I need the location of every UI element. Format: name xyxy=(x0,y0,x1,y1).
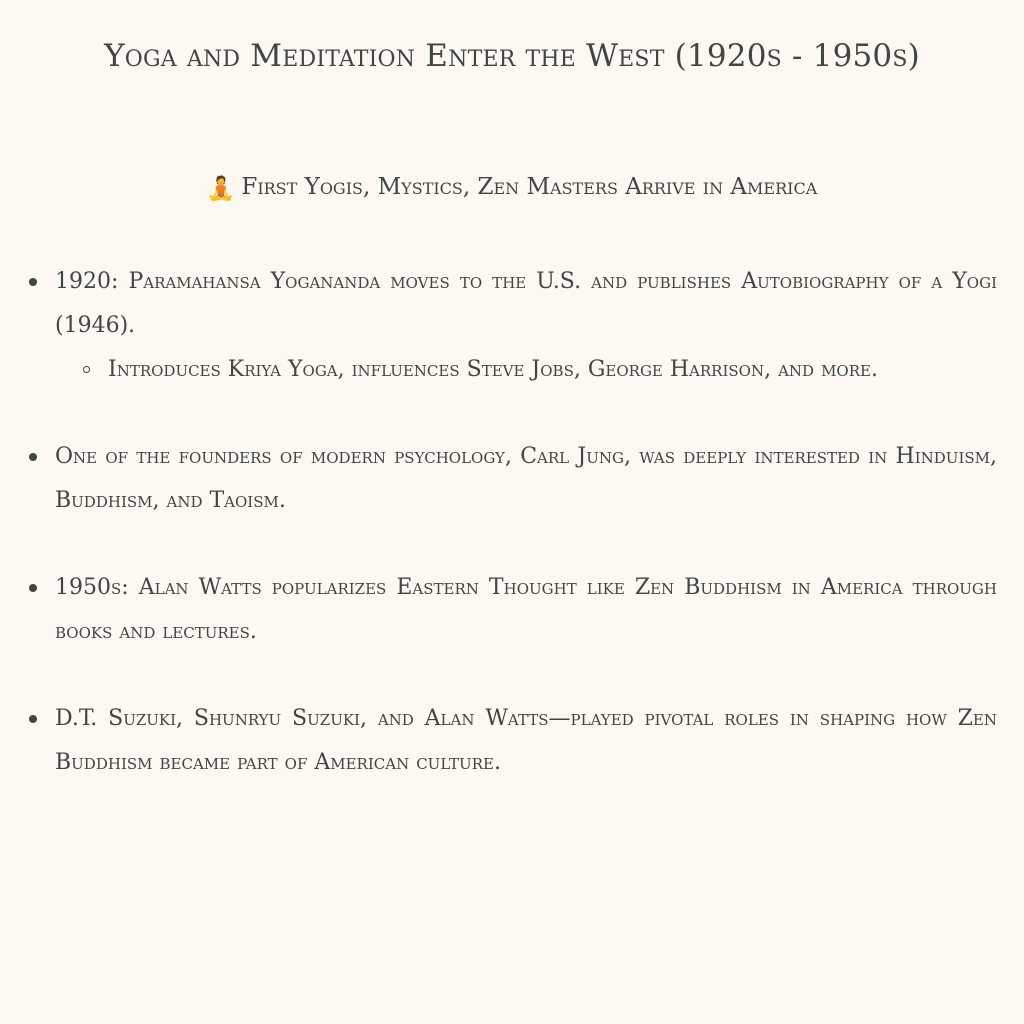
list-item-yogananda xyxy=(0,260,1024,392)
list-item-jung xyxy=(0,435,1024,523)
section-subtitle xyxy=(0,174,1024,202)
hollow-bullet-icon xyxy=(83,366,90,373)
bullet-icon xyxy=(29,715,37,723)
subtitle-text: First Yogis, Mystics, Zen Masters Arrive in America xyxy=(241,174,818,200)
list-item-watts xyxy=(0,566,1024,654)
sub-list xyxy=(55,348,997,392)
page-title: Yoga and Meditation Enter the West (1920s - 1950s) xyxy=(104,38,920,74)
bullet-list xyxy=(0,260,1024,785)
list-item-suzuki xyxy=(0,697,1024,785)
bullet-icon xyxy=(29,453,37,461)
sub-list-item-text: Introduces Kriya Yoga, influences Steve Jobs, George Harrison, and more. xyxy=(108,357,878,382)
bullet-icon xyxy=(29,584,37,592)
sub-list-item xyxy=(55,348,997,392)
bullet-list-container xyxy=(0,260,1024,828)
bullet-icon xyxy=(29,278,37,286)
list-item-text: One of the founders of modern psychology, Carl Jung, was deeply interested in Hinduism, Buddhism, and Taoism. xyxy=(55,444,997,513)
meditation-icon: 🧘 xyxy=(206,176,236,202)
list-item-text: 1920: Paramahansa Yogananda moves to the U.S. and publishes Autobiography of a Yogi (1946). xyxy=(55,269,997,338)
list-item-text: D.T. Suzuki, Shunryu Suzuki, and Alan Watts—played pivotal roles in shaping how Zen Buddhism became part of American culture. xyxy=(55,706,997,775)
list-item-text: 1950s: Alan Watts popularizes Eastern Thought like Zen Buddhism in America through books and lectures. xyxy=(55,575,997,644)
